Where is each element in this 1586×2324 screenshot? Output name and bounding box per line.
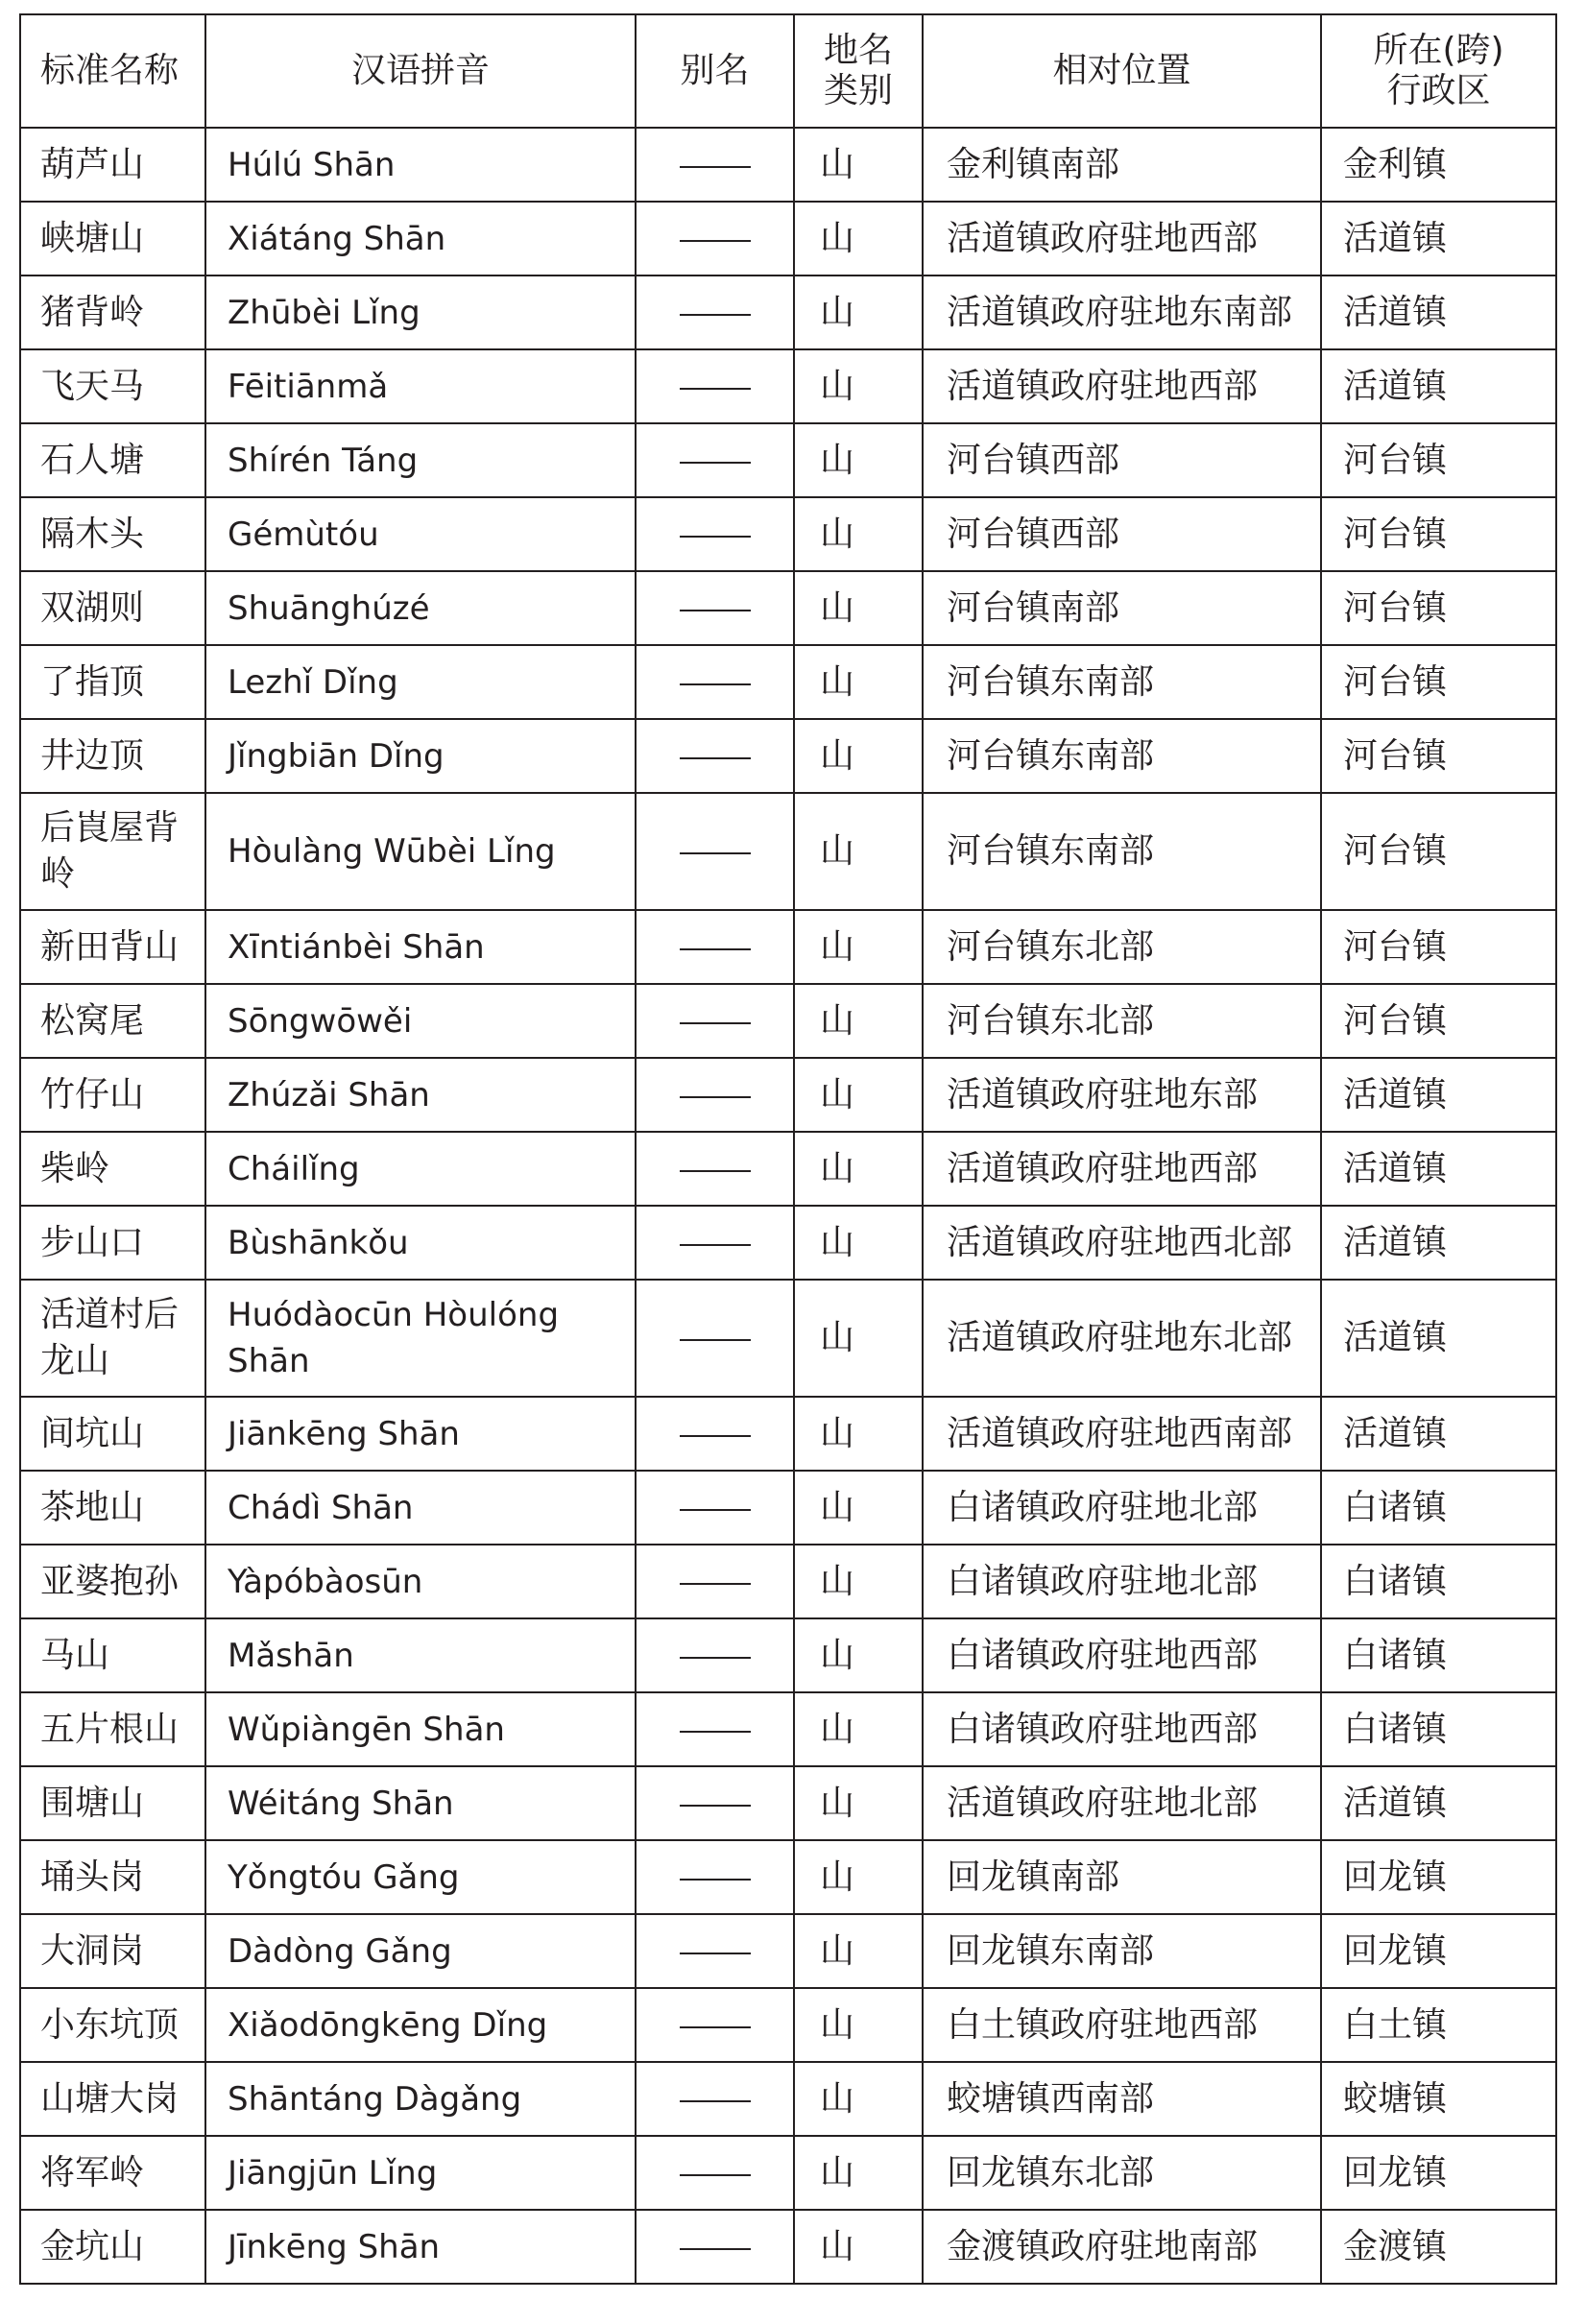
cell-admin-region: 活道镇 xyxy=(1321,1766,1556,1840)
header-admin-line1: 所在(跨) xyxy=(1373,31,1504,70)
cell-category: 山 xyxy=(794,719,923,793)
table-row xyxy=(20,1397,1556,1471)
cell-pinyin: Sōngwōwěi xyxy=(205,984,636,1058)
no-alias-dash xyxy=(680,536,751,538)
cell-category: 山 xyxy=(794,202,923,276)
table-row xyxy=(20,1206,1556,1280)
cell-admin-region: 活道镇 xyxy=(1321,1206,1556,1280)
cell-alias xyxy=(636,1692,794,1766)
cell-standard-name: 新田背山 xyxy=(20,910,205,984)
cell-alias xyxy=(636,128,794,202)
cell-standard-name: 将军岭 xyxy=(20,2136,205,2210)
cell-admin-region: 金利镇 xyxy=(1321,128,1556,202)
cell-admin-region: 回龙镇 xyxy=(1321,1840,1556,1914)
cell-alias xyxy=(636,1397,794,1471)
cell-category: 山 xyxy=(794,2062,923,2136)
cell-standard-name: 葫芦山 xyxy=(20,128,205,202)
cell-category: 山 xyxy=(794,1132,923,1206)
cell-alias xyxy=(636,793,794,910)
no-alias-dash xyxy=(680,1435,751,1437)
cell-location: 河台镇西部 xyxy=(923,497,1321,571)
no-alias-dash xyxy=(680,1170,751,1172)
cell-standard-name: 了指顶 xyxy=(20,645,205,719)
no-alias-dash xyxy=(680,240,751,242)
cell-standard-name: 茶地山 xyxy=(20,1471,205,1545)
cell-pinyin: Shuānghúzé xyxy=(205,571,636,645)
cell-alias xyxy=(636,276,794,349)
no-alias-dash xyxy=(680,314,751,316)
table-row xyxy=(20,1132,1556,1206)
no-alias-dash xyxy=(680,1953,751,1954)
table-row xyxy=(20,1618,1556,1692)
cell-location: 蛟塘镇西南部 xyxy=(923,2062,1321,2136)
cell-standard-name: 竹仔山 xyxy=(20,1058,205,1132)
cell-location: 河台镇东南部 xyxy=(923,645,1321,719)
cell-pinyin: Xiátáng Shān xyxy=(205,202,636,276)
table-row xyxy=(20,349,1556,423)
cell-alias xyxy=(636,1914,794,1988)
cell-pinyin: Cháilǐng xyxy=(205,1132,636,1206)
cell-alias xyxy=(636,1132,794,1206)
cell-location: 回龙镇南部 xyxy=(923,1840,1321,1914)
cell-pinyin: Jǐngbiān Dǐng xyxy=(205,719,636,793)
cell-location: 白诸镇政府驻地西部 xyxy=(923,1618,1321,1692)
no-alias-dash xyxy=(680,757,751,759)
no-alias-dash xyxy=(680,2100,751,2102)
cell-pinyin: Wéitáng Shān xyxy=(205,1766,636,1840)
cell-category: 山 xyxy=(794,793,923,910)
no-alias-dash xyxy=(680,948,751,950)
table-row xyxy=(20,497,1556,571)
cell-pinyin: Shírén Táng xyxy=(205,423,636,497)
cell-alias xyxy=(636,1280,794,1397)
cell-pinyin: Gémùtóu xyxy=(205,497,636,571)
cell-category: 山 xyxy=(794,1840,923,1914)
no-alias-dash xyxy=(680,1657,751,1659)
table-row xyxy=(20,984,1556,1058)
cell-alias xyxy=(636,1545,794,1618)
header-standard-name: 标准名称 xyxy=(20,14,205,128)
table-row xyxy=(20,128,1556,202)
cell-admin-region: 河台镇 xyxy=(1321,423,1556,497)
cell-alias xyxy=(636,1618,794,1692)
cell-location: 金利镇南部 xyxy=(923,128,1321,202)
table-row xyxy=(20,1471,1556,1545)
cell-standard-name: 后崀屋背岭 xyxy=(20,793,205,910)
header-pinyin: 汉语拼音 xyxy=(205,14,636,128)
cell-standard-name: 五片根山 xyxy=(20,1692,205,1766)
cell-location: 活道镇政府驻地北部 xyxy=(923,1766,1321,1840)
cell-standard-name: 隔木头 xyxy=(20,497,205,571)
cell-pinyin: Húlú Shān xyxy=(205,128,636,202)
cell-category: 山 xyxy=(794,497,923,571)
cell-location: 活道镇政府驻地东北部 xyxy=(923,1280,1321,1397)
no-alias-dash xyxy=(680,683,751,685)
no-alias-dash xyxy=(680,2248,751,2250)
place-names-table-container xyxy=(19,13,1555,2285)
cell-standard-name: 亚婆抱孙 xyxy=(20,1545,205,1618)
cell-admin-region: 蛟塘镇 xyxy=(1321,2062,1556,2136)
cell-location: 活道镇政府驻地西部 xyxy=(923,202,1321,276)
table-row xyxy=(20,2136,1556,2210)
cell-standard-name: 埇头岗 xyxy=(20,1840,205,1914)
cell-location: 白诸镇政府驻地北部 xyxy=(923,1471,1321,1545)
cell-standard-name: 间坑山 xyxy=(20,1397,205,1471)
no-alias-dash xyxy=(680,1509,751,1511)
cell-admin-region: 河台镇 xyxy=(1321,984,1556,1058)
table-row xyxy=(20,645,1556,719)
cell-admin-region: 活道镇 xyxy=(1321,1280,1556,1397)
cell-admin-region: 河台镇 xyxy=(1321,719,1556,793)
cell-category: 山 xyxy=(794,1692,923,1766)
cell-category: 山 xyxy=(794,1988,923,2062)
cell-location: 活道镇政府驻地东南部 xyxy=(923,276,1321,349)
cell-alias xyxy=(636,719,794,793)
cell-pinyin: Xīntiánbèi Shān xyxy=(205,910,636,984)
cell-standard-name: 小东坑顶 xyxy=(20,1988,205,2062)
header-category-line2: 类别 xyxy=(823,71,893,110)
cell-alias xyxy=(636,2210,794,2284)
cell-standard-name: 马山 xyxy=(20,1618,205,1692)
cell-category: 山 xyxy=(794,423,923,497)
cell-location: 活道镇政府驻地东部 xyxy=(923,1058,1321,1132)
cell-category: 山 xyxy=(794,276,923,349)
cell-category: 山 xyxy=(794,1471,923,1545)
table-row xyxy=(20,1914,1556,1988)
cell-location: 白诸镇政府驻地西部 xyxy=(923,1692,1321,1766)
cell-category: 山 xyxy=(794,910,923,984)
cell-pinyin: Jiānkēng Shān xyxy=(205,1397,636,1471)
no-alias-dash xyxy=(680,1022,751,1024)
cell-admin-region: 白诸镇 xyxy=(1321,1545,1556,1618)
cell-location: 活道镇政府驻地西南部 xyxy=(923,1397,1321,1471)
cell-standard-name: 步山口 xyxy=(20,1206,205,1280)
header-category xyxy=(794,14,923,128)
cell-pinyin: Chádì Shān xyxy=(205,1471,636,1545)
table-header-row xyxy=(20,14,1556,128)
no-alias-dash xyxy=(680,1731,751,1733)
cell-pinyin: Jiāngjūn Lǐng xyxy=(205,2136,636,2210)
cell-pinyin: Fēitiānmǎ xyxy=(205,349,636,423)
cell-admin-region: 活道镇 xyxy=(1321,1058,1556,1132)
cell-location: 金渡镇政府驻地南部 xyxy=(923,2210,1321,2284)
cell-standard-name: 山塘大岗 xyxy=(20,2062,205,2136)
table-row xyxy=(20,910,1556,984)
cell-location: 河台镇东北部 xyxy=(923,984,1321,1058)
cell-standard-name: 围塘山 xyxy=(20,1766,205,1840)
cell-alias xyxy=(636,1471,794,1545)
cell-admin-region: 回龙镇 xyxy=(1321,2136,1556,2210)
no-alias-dash xyxy=(680,1879,751,1881)
cell-category: 山 xyxy=(794,1206,923,1280)
cell-standard-name: 石人塘 xyxy=(20,423,205,497)
no-alias-dash xyxy=(680,1805,751,1807)
cell-admin-region: 河台镇 xyxy=(1321,645,1556,719)
cell-admin-region: 活道镇 xyxy=(1321,276,1556,349)
table-row xyxy=(20,793,1556,910)
cell-pinyin: Zhūbèi Lǐng xyxy=(205,276,636,349)
cell-standard-name: 活道村后龙山 xyxy=(20,1280,205,1397)
table-row xyxy=(20,1280,1556,1397)
cell-pinyin: Hòulàng Wūbèi Lǐng xyxy=(205,793,636,910)
no-alias-dash xyxy=(680,1244,751,1246)
cell-category: 山 xyxy=(794,1618,923,1692)
cell-category: 山 xyxy=(794,128,923,202)
cell-alias xyxy=(636,645,794,719)
cell-category: 山 xyxy=(794,2210,923,2284)
table-row xyxy=(20,1692,1556,1766)
cell-pinyin: Yàpóbàosūn xyxy=(205,1545,636,1618)
table-row xyxy=(20,2210,1556,2284)
table-row xyxy=(20,1840,1556,1914)
no-alias-dash xyxy=(680,462,751,464)
cell-pinyin: Jīnkēng Shān xyxy=(205,2210,636,2284)
cell-standard-name: 松窝尾 xyxy=(20,984,205,1058)
cell-admin-region: 河台镇 xyxy=(1321,571,1556,645)
no-alias-dash xyxy=(680,166,751,168)
cell-category: 山 xyxy=(794,1545,923,1618)
no-alias-dash xyxy=(680,388,751,390)
cell-admin-region: 河台镇 xyxy=(1321,910,1556,984)
cell-admin-region: 河台镇 xyxy=(1321,497,1556,571)
table-row xyxy=(20,2062,1556,2136)
table-row xyxy=(20,423,1556,497)
cell-location: 河台镇东南部 xyxy=(923,793,1321,910)
cell-standard-name: 猪背岭 xyxy=(20,276,205,349)
cell-category: 山 xyxy=(794,645,923,719)
no-alias-dash xyxy=(680,1339,751,1341)
cell-pinyin: Mǎshān xyxy=(205,1618,636,1692)
cell-pinyin: Bùshānkǒu xyxy=(205,1206,636,1280)
cell-standard-name: 金坑山 xyxy=(20,2210,205,2284)
table-row xyxy=(20,719,1556,793)
no-alias-dash xyxy=(680,2174,751,2176)
cell-location: 河台镇东北部 xyxy=(923,910,1321,984)
table-row xyxy=(20,276,1556,349)
cell-category: 山 xyxy=(794,1914,923,1988)
cell-alias xyxy=(636,984,794,1058)
no-alias-dash xyxy=(680,852,751,854)
cell-alias xyxy=(636,497,794,571)
cell-location: 活道镇政府驻地西部 xyxy=(923,349,1321,423)
cell-pinyin: Shāntáng Dàgǎng xyxy=(205,2062,636,2136)
cell-admin-region: 活道镇 xyxy=(1321,1397,1556,1471)
cell-alias xyxy=(636,349,794,423)
no-alias-dash xyxy=(680,2026,751,2028)
cell-category: 山 xyxy=(794,1058,923,1132)
cell-location: 河台镇西部 xyxy=(923,423,1321,497)
cell-admin-region: 活道镇 xyxy=(1321,202,1556,276)
cell-category: 山 xyxy=(794,1766,923,1840)
cell-alias xyxy=(636,1206,794,1280)
table-row xyxy=(20,202,1556,276)
cell-admin-region: 白土镇 xyxy=(1321,1988,1556,2062)
cell-pinyin: Huódàocūn Hòulóng Shān xyxy=(205,1280,636,1397)
cell-category: 山 xyxy=(794,349,923,423)
cell-pinyin: Yǒngtóu Gǎng xyxy=(205,1840,636,1914)
cell-admin-region: 回龙镇 xyxy=(1321,1914,1556,1988)
table-body xyxy=(20,128,1556,2284)
cell-category: 山 xyxy=(794,984,923,1058)
cell-alias xyxy=(636,1766,794,1840)
cell-pinyin: Wǔpiàngēn Shān xyxy=(205,1692,636,1766)
cell-location: 活道镇政府驻地西北部 xyxy=(923,1206,1321,1280)
cell-location: 活道镇政府驻地西部 xyxy=(923,1132,1321,1206)
table-row xyxy=(20,1058,1556,1132)
cell-pinyin: Lezhǐ Dǐng xyxy=(205,645,636,719)
cell-location: 回龙镇东北部 xyxy=(923,2136,1321,2210)
cell-alias xyxy=(636,2062,794,2136)
cell-alias xyxy=(636,202,794,276)
cell-pinyin: Zhúzǎi Shān xyxy=(205,1058,636,1132)
table-row xyxy=(20,1545,1556,1618)
cell-alias xyxy=(636,1988,794,2062)
header-alias: 别名 xyxy=(636,14,794,128)
no-alias-dash xyxy=(680,1583,751,1585)
cell-category: 山 xyxy=(794,1397,923,1471)
no-alias-dash xyxy=(680,610,751,611)
cell-alias xyxy=(636,910,794,984)
cell-location: 河台镇南部 xyxy=(923,571,1321,645)
cell-location: 回龙镇东南部 xyxy=(923,1914,1321,1988)
cell-admin-region: 活道镇 xyxy=(1321,1132,1556,1206)
place-names-table xyxy=(19,13,1557,2285)
cell-admin-region: 河台镇 xyxy=(1321,793,1556,910)
cell-admin-region: 白诸镇 xyxy=(1321,1692,1556,1766)
cell-admin-region: 活道镇 xyxy=(1321,349,1556,423)
no-alias-dash xyxy=(680,1096,751,1098)
cell-alias xyxy=(636,1058,794,1132)
cell-location: 白诸镇政府驻地北部 xyxy=(923,1545,1321,1618)
header-location: 相对位置 xyxy=(923,14,1321,128)
header-admin-line2: 行政区 xyxy=(1386,71,1491,110)
cell-alias xyxy=(636,2136,794,2210)
cell-location: 河台镇东南部 xyxy=(923,719,1321,793)
cell-admin-region: 白诸镇 xyxy=(1321,1471,1556,1545)
cell-pinyin: Dàdòng Gǎng xyxy=(205,1914,636,1988)
table-row xyxy=(20,1988,1556,2062)
cell-pinyin: Xiǎodōngkēng Dǐng xyxy=(205,1988,636,2062)
cell-category: 山 xyxy=(794,1280,923,1397)
cell-location: 白土镇政府驻地西部 xyxy=(923,1988,1321,2062)
cell-category: 山 xyxy=(794,2136,923,2210)
cell-standard-name: 飞天马 xyxy=(20,349,205,423)
cell-standard-name: 双湖则 xyxy=(20,571,205,645)
table-row xyxy=(20,571,1556,645)
cell-alias xyxy=(636,571,794,645)
table-row xyxy=(20,1766,1556,1840)
cell-alias xyxy=(636,1840,794,1914)
cell-category: 山 xyxy=(794,571,923,645)
cell-standard-name: 大洞岗 xyxy=(20,1914,205,1988)
header-category-line1: 地名 xyxy=(823,31,893,70)
cell-admin-region: 白诸镇 xyxy=(1321,1618,1556,1692)
cell-standard-name: 井边顶 xyxy=(20,719,205,793)
header-admin-region xyxy=(1321,14,1556,128)
cell-standard-name: 峡塘山 xyxy=(20,202,205,276)
cell-admin-region: 金渡镇 xyxy=(1321,2210,1556,2284)
cell-alias xyxy=(636,423,794,497)
cell-standard-name: 柴岭 xyxy=(20,1132,205,1206)
